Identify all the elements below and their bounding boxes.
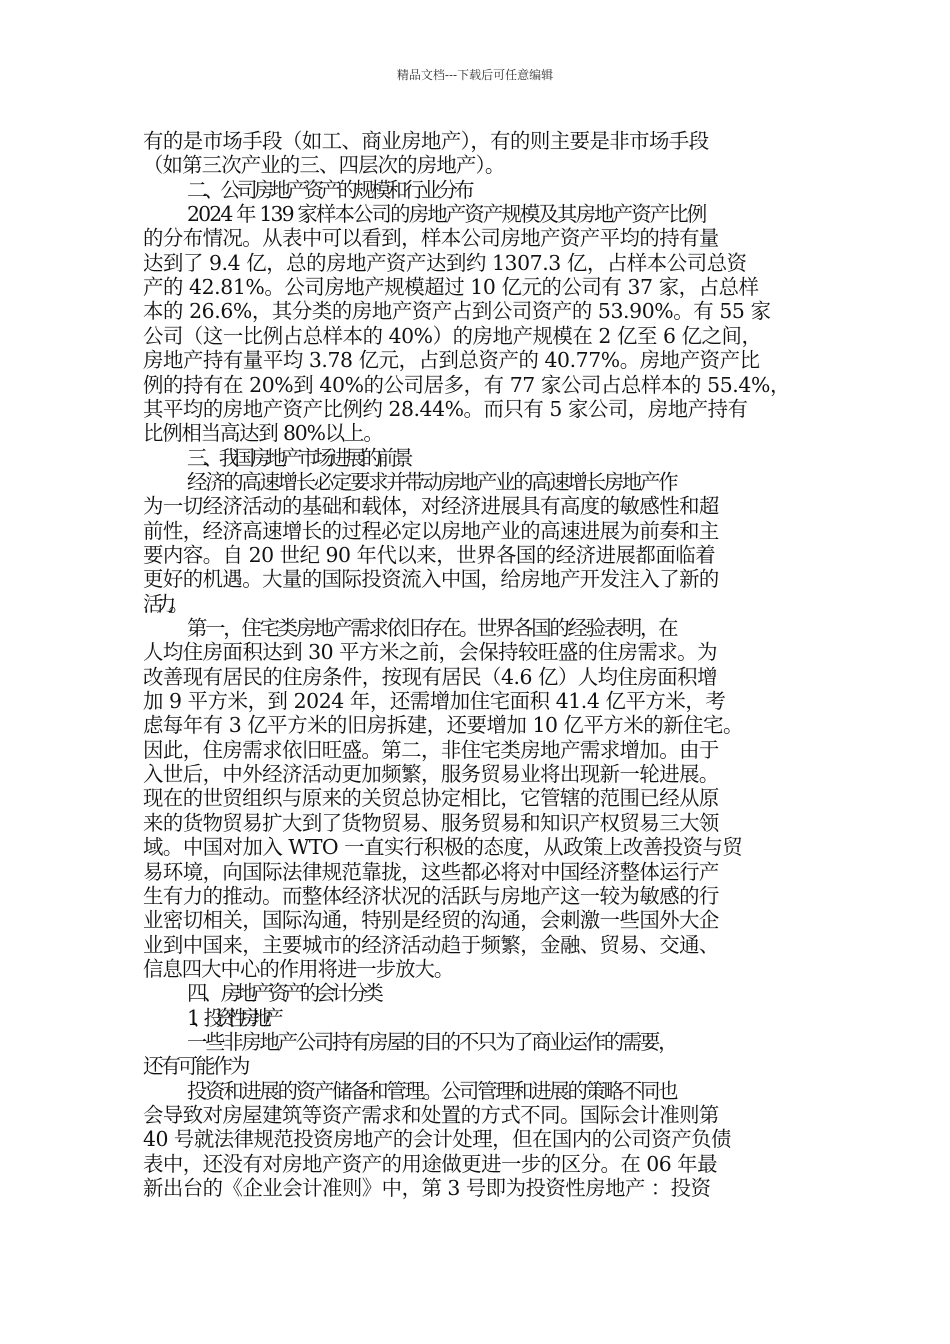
text-line: 活力。 — [143, 591, 182, 616]
text-line: 新出台的《企业会计准则》中，第 3 号即为投资性房地产 ：投资 — [143, 1176, 711, 1201]
text-line: 一些非房地产公司持有房屋的目的不只为了商业运作的需要， — [187, 1029, 677, 1054]
text-line: 入世后，中外经济活动更加频繁，服务贸易业将出现新一轮进展。 — [143, 762, 719, 787]
text-line: 业到中国来，主要城市的经济活动趋于频繁，金融、贸易、交通、 — [143, 932, 719, 957]
text-line: 四、 房地产资产的会计分类 — [187, 981, 380, 1006]
text-line: 房地产持有量平均 3.78 亿元，占到总资产的 40.77%。房地产资产比 — [143, 348, 760, 373]
text-line: 三、我国房地产市场进展的前景 — [187, 445, 409, 470]
text-line: 其平均的房地产资产比例约 28.44%。而只有 5 家公司，房地产持有 — [143, 396, 748, 421]
text-line: 域。中国对加入 WTO 一直实行积极的态度，从政策上改善投资与贸 — [143, 835, 743, 860]
text-line: 二、公司房地产资产的规模和行业分布 — [187, 177, 471, 202]
text-line: 还有可能作为 — [143, 1054, 248, 1079]
text-line: 为一切经济活动的基础和载体，对经济进展具有高度的敏感性和超 — [143, 494, 719, 519]
text-line: 加 9 平方米，到 2024 年，还需增加住宅面积 41.4 亿平方米，考 — [143, 689, 726, 714]
text-line: 有的是市场手段（如工、商业房地产），有的则主要是非市场手段 — [143, 129, 709, 153]
text-line: 达到了 9.4 亿，总的房地产资产达到约 1307.3 亿，占样本公司总资 — [143, 250, 747, 275]
text-line: 生有力的推动。而整体经济状况的活跃与房地产这一较为敏感的行 — [143, 883, 719, 908]
text-line: （如第三次产业的三、四层次的房地产）。 — [143, 153, 505, 178]
text-line: 的分布情况。从表中可以看到，样本公司房地产资产平均的持有量 — [143, 226, 719, 251]
text-line: 经济的高速增长必定要求并带动房地产业的高速增长房地产作 — [187, 469, 677, 494]
text-line: 虑每年有 3 亿平方米的旧房拆建，还要增加 10 亿平方米的新住宅。 — [143, 713, 743, 738]
text-line: 第一，住宅类房地产需求依旧存在。世界各国的经验表明，在 — [187, 616, 677, 640]
text-line: 1、投资性房地产 — [187, 1005, 276, 1030]
text-line: 因此，住房需求依旧旺盛。第二，非住宅类房地产需求增加。由于 — [143, 737, 719, 762]
text-line: 信息四大中心的作用将进一步放大。 — [143, 956, 454, 981]
text-line: 现在的世贸组织与原来的关贸总协定相比，它管辖的范围已经从原 — [143, 786, 719, 811]
text-line: 会导致对房屋建筑等资产需求和处置的方式不同。国际会计准则第 — [143, 1103, 719, 1127]
text-line: 更好的机遇。大量的国际投资流入中国，给房地产开发注入了新的 — [143, 567, 719, 592]
text-line: 人均住房面积达到 30 平方米之前，会保持较旺盛的住房需求。为 — [143, 640, 717, 665]
text-line: 本的 26.6%，其分类的房地产资产占到公司资产的 53.90%。有 55 家 — [143, 299, 771, 324]
text-line: 要内容。自 20 世纪 90 年代以来，世界各国的经济进展都面临着 — [143, 542, 716, 567]
page-header: 精品文档---下载后可任意编辑 — [396, 68, 554, 82]
text-line: 表中，还没有对房地产资产的用途做更进一步的区分。在 06 年最 — [143, 1151, 717, 1176]
text-line: 40 号就法律规范投资房地产的会计处理，但在国内的公司资产负债 — [143, 1127, 731, 1152]
text-line: 来的货物贸易扩大到了货物贸易、服务贸易和知识产权贸易三大领 — [143, 810, 719, 835]
text-line: 改善现有居民的住房条件，按现有居民（4.6 亿）人均住房面积增 — [143, 664, 717, 689]
text-line: 公司（这一比例占总样本的 40%）的房地产规模在 2 亿至 6 亿之间， — [143, 323, 762, 348]
text-line: 产的 42.81%。公司房地产规模超过 10 亿元的公司有 37 家，占总样 — [143, 275, 759, 300]
text-line: 业密切相关，国际沟通，特别是经贸的沟通，会刺激一些国外大企 — [143, 908, 719, 933]
text-line: 易环境，向国际法律规范靠拢，这些都必将对中国经济整体运行产 — [143, 859, 719, 884]
text-line: 比例相当高达到 80%以上。 — [143, 421, 383, 446]
text-line: 2024 年 139 家样本公司的房地产资产规模及其房地产资产比例 — [187, 202, 706, 227]
text-line: 投资和进展的资产储备和管理。公司管理和进展的策略不同也 — [187, 1078, 677, 1103]
text-line: 前性，经济高速增长的过程必定以房地产业的高速进展为前奏和主 — [143, 518, 719, 543]
text-line: 例的持有在 20%到 40%的公司居多，有 77 家公司占总样本的 55.4%， — [143, 372, 790, 397]
